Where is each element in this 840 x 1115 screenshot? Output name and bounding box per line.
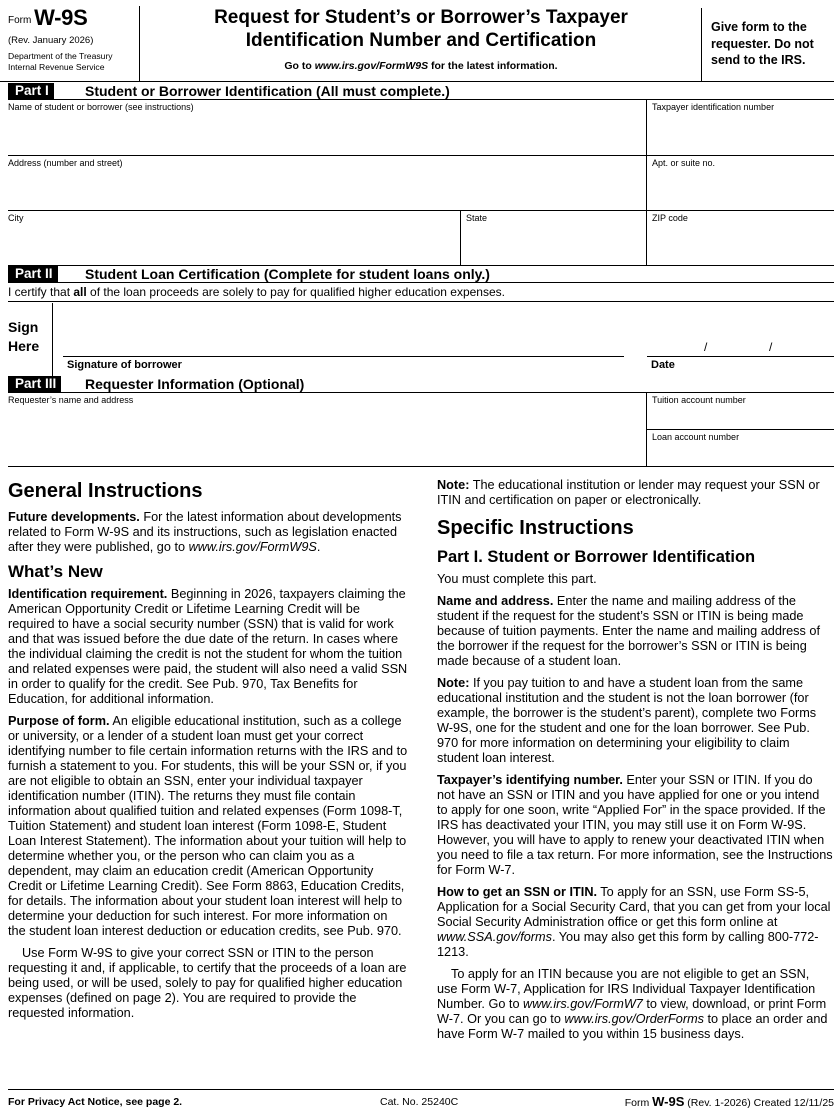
note1-bold: Note: [437,478,470,492]
city-label: City [8,213,24,223]
sign-word: Sign [8,319,39,335]
city-field[interactable] [8,211,460,266]
part3-bar [8,375,834,393]
form-number: W-9S [34,5,88,30]
part2-label: Part II [8,266,58,282]
whats-new-heading: What’s New [8,562,103,581]
part1-instructions-heading: Part I. Student or Borrower Identification [437,548,756,566]
goto-url-link[interactable]: www.irs.gov/FormW9S [314,60,429,72]
ssn-end: . You may also get this form by calling 800-772-1213. [437,930,819,959]
part2-bar [8,265,834,283]
student-name-field[interactable] [8,100,646,156]
note2-bold: Note: [437,676,470,690]
tin-text: Enter your SSN or ITIN. If you do not have an SSN or ITIN and you have applied for one or you intend to apply for one soon, write “Applied For” in the space provided. If the IRS has deactivated your ITIN, you may still use it on Form W-9S. However, you will have to apply to renew your deactivated ITIN when you need to file a tax return. For more information, see the Instructions for Form W-7. [437,773,833,877]
tin-paragraph [437,773,833,878]
footer-form-word: Form [624,1097,650,1109]
apt-field[interactable] [646,156,834,211]
name-bold: Name and address. [437,594,554,608]
cert-suffix: of the loan proceeds are solely to pay for qualified higher education expenses. [86,285,505,299]
form-title-line-2: Identification Number and Certification [245,30,597,51]
zip-field[interactable] [646,211,834,266]
department-name [8,51,139,72]
tin-field[interactable] [646,100,834,156]
itin-text-1: To apply for an ITIN because you are not eligible to get an SSN, use Form W-7, Application for IRS Individual Taxpayer Identification Number. Go to [437,967,816,1011]
get-ssn-paragraph [437,885,833,960]
address-field[interactable] [8,156,646,211]
address-label: Address (number and street) [8,158,123,168]
order-forms-url-link[interactable]: www.irs.gov/OrderForms [564,1012,704,1026]
loan-account-field[interactable] [646,430,834,467]
name-address-paragraph [437,594,833,669]
form-footer [8,1089,834,1111]
identification-paragraph [8,587,408,707]
date-caption: Date [651,359,675,371]
ident-bold: Identification requirement. [8,587,168,601]
part1-label: Part I [8,83,54,99]
form-w7-url-link[interactable]: www.irs.gov/FormW7 [523,997,643,1011]
part1-title: Student or Borrower Identification (All must complete.) [85,83,450,99]
name-text: Enter the name and mailing address of the student if the request for the student’s SSN or ITIN is being made because of tuition payments. Enter the name and mailing address of the borrower if the request for the borrower’s SSN or ITIN is being made because of a student loan. [437,594,820,668]
date-slash-1: / [704,340,708,354]
revision-date: (Rev. January 2026) [8,35,94,46]
dept-line-2: Internal Revenue Service [8,61,105,72]
requester-field[interactable] [8,393,646,467]
purpose-bold: Purpose of form. [8,714,110,728]
footer-form-id [625,1092,834,1113]
signature-caption: Signature of borrower [67,359,182,371]
must-complete-text: You must complete this part. [437,572,597,586]
ident-text: Beginning in 2026, taxpayers claiming the American Opportunity Credit or Lifetime Learning Credit will be required to have a social security number (SSN) that is valid for work and that was issued before the due date of the return. In cases where the individual claiming the credit is not the student for whom the tuition and related expenses were paid, the student will also need a valid SSN in order to qualify for the credit. See Pub. 970, Tax Benefits for Education, for additional information. [8,587,408,706]
future-bold: Future developments. [8,510,140,524]
student-name-label: Name of student or borrower (see instructions) [8,102,194,112]
form-header [0,0,834,82]
ssa-url-link[interactable]: www.SSA.gov/forms [437,930,552,944]
catalog-number: Cat. No. 25240C [380,1096,459,1108]
use-form-paragraph: Use Form W-9S to give your correct SSN or ITIN to the person requesting it and, if applicable, to certify that the proceeds of a loan are being used, or will be used, solely to pay for qualified higher education expenses (defined on page 2). You are required to provide the requested information. [8,946,407,1020]
part3-title: Requester Information (Optional) [85,376,305,392]
form-title-line-1: Request for Student’s or Borrower’s Taxpayer [214,7,628,28]
itin-text-3: to place an order and have Form W-7 mailed to you within 15 business days. [437,1012,828,1041]
form-word: Form [8,15,32,26]
state-label: State [466,213,488,223]
give-form-notice: Give form to the requester. Do not send to the IRS. [701,8,834,82]
form-number-line [8,6,139,33]
general-instructions-heading: General Instructions [8,480,203,502]
certification-statement [8,283,834,302]
part1-bar [8,82,834,100]
privacy-notice: For Privacy Act Notice, see page 2. [8,1096,183,1108]
itin-text-2: to view, download, or print Form W-7. Or you can go to [437,997,827,1026]
zip-label: ZIP code [652,213,688,223]
footer-revision: (Rev. 1-2026) Created 12/11/25 [687,1097,834,1109]
part3-label: Part III [8,376,61,392]
specific-instructions-column [437,478,833,1049]
tuition-account-label: Tuition account number [652,395,746,405]
form-id-block [8,6,140,82]
note-paper-paragraph [437,478,833,508]
dept-line-1: Department of the Treasury [8,51,113,61]
footer-form-number: W-9S [652,1094,685,1109]
itin-paragraph [437,967,833,1042]
state-field[interactable] [460,211,646,266]
requester-label: Requester’s name and address [8,395,134,405]
ssn-bold: How to get an SSN or ITIN. [437,885,598,899]
goto-suffix: for the latest information. [428,60,558,72]
future-developments-paragraph [8,510,408,555]
future-end: . [316,540,321,554]
specific-instructions-heading: Specific Instructions [437,517,634,539]
tin-bold: Taxpayer’s identifying number. [437,773,623,787]
tuition-account-field[interactable] [646,393,834,430]
cert-prefix: I certify that [8,285,74,299]
goto-prefix: Go to [284,60,315,72]
goto-instruction [141,60,701,72]
apt-label: Apt. or suite no. [652,158,716,168]
purpose-text: An eligible educational institution, such as a college or university, or a lender of a student loan must get your correct identifying number to file certain information returns with the IRS and to furnish a statement to you. For students, this will be your SSN or, if you are not eligible to obtain an SSN, enter your individual taxpayer identification number (ITIN). The returns they must file contain information about qualified tuition and related expenses (Form 1098-T, Tuition Statement) and student loan interest (Form 1098-E, Student Loan Interest Statement). The information about your tuition will help to determine whether you, or the person who can claim you as a dependent, may claim an education credit (American Opportunity Credit or Lifetime Learning Credit). See Form 8863, Education Credits, for details. The information about your student loan interest will help to determine your deduction for such interest. For more information on the student loan interest deduction or education credits, see Pub. 970. [8,714,408,938]
note-tuition-paragraph [437,676,833,766]
sign-here-label [8,318,39,356]
date-slash-2: / [769,340,773,354]
ssn-text: To apply for an SSN, use Form SS-5, Application for a Social Security Card, that you can get from your local Social Security Administration office or get this form online at [437,885,831,929]
here-word: Here [8,338,40,354]
part2-title: Student Loan Certification (Complete for student loans only.) [85,266,490,282]
form-title-block [141,6,701,82]
date-line[interactable] [647,356,834,357]
tin-label: Taxpayer identification number [652,102,775,112]
general-instructions-column [8,478,408,1028]
note2-text: If you pay tuition to and have a student loan from the same educational institution and the student is not the loan borrower (for example, the borrower is the student’s parent), complete two Forms W-9S, one for the student and one for the loan borrower. See Pub. 970 for more information on determining your eligibility to claim student loan interest. [437,676,817,765]
purpose-paragraph [8,714,408,939]
future-text: For the latest information about developments related to Form W-9S and its instructions, such as legislation enacted after they were published, go to [8,510,402,554]
signature-line[interactable] [63,356,624,357]
future-url-link[interactable]: www.irs.gov/FormW9S [188,540,317,554]
loan-account-label: Loan account number [652,432,740,442]
note1-text: The educational institution or lender may request your SSN or ITIN and certification on paper or electronically. [437,478,820,507]
sign-divider [52,303,53,376]
cert-bold-word: all [73,285,87,299]
